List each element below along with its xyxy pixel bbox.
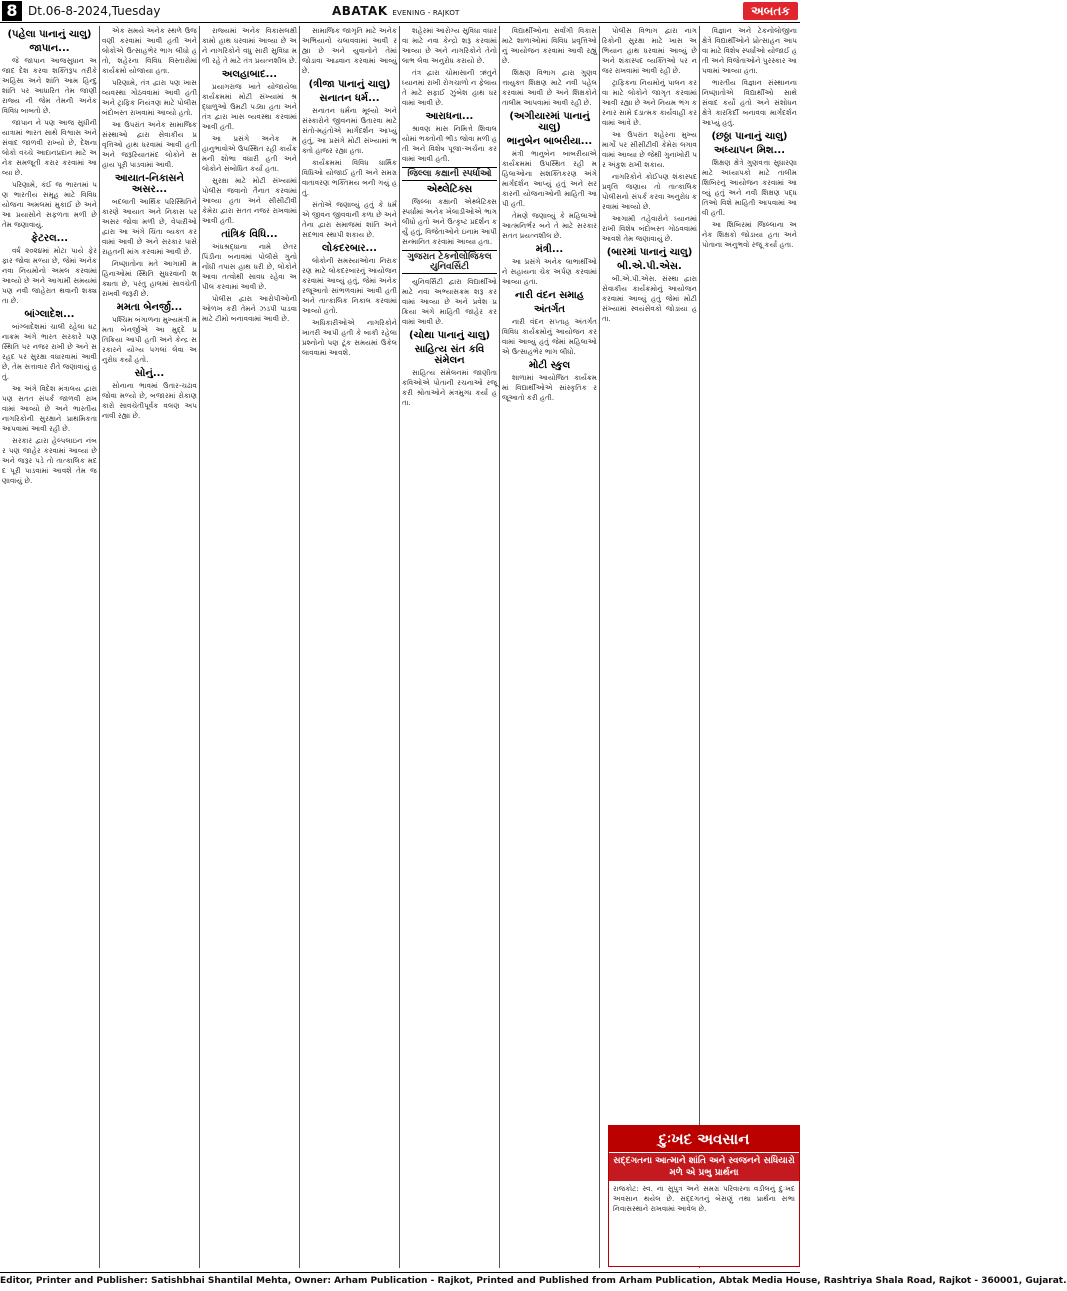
article-heading: ભાનુબેન બાબરીયા...	[506, 136, 593, 147]
article-heading: સોનું...	[134, 368, 165, 379]
article-paragraph: સુરક્ષા માટે મોટી સંખ્યામાં પોલીસ જવાનો તૈનાત કરવામાં આવ્યા હતા અને સીસીટીવી કેમેરા દ્વારા સતત નજર રાખવામાં આવી હતી.	[202, 176, 297, 225]
article-heading: (છઠ્ઠા પાનાનું ચાલુ)	[711, 131, 788, 142]
news-column-8	[700, 26, 799, 1144]
article-paragraph: પરિણામે, તંત્ર દ્વારા પણ ખાસ વ્યવસ્થા ગોઠવવામાં આવી હતી અને ટ્રાફિક નિયંત્રણ માટે પોલીસ બંદોબસ્ત રાખવામાં આવ્યો હતો.	[102, 78, 197, 117]
news-column-5	[400, 26, 500, 1268]
article-paragraph: આ પ્રસંગે અનેક મહાનુભાવોએ ઉપસ્થિત રહી કાર્યક્રમની શોભા વધારી હતી અને લોકોને સંબોધિત કર્યા હતા.	[202, 134, 297, 173]
article-heading: મંત્રી...	[535, 244, 564, 255]
article-paragraph: સાહિત્ય સંમેલનમાં જાણીતા કવિઓએ પોતાની રચનાઓ રજૂ કરી શ્રોતાઓને મંત્રમુગ્ધ કર્યા હતા.	[402, 368, 497, 407]
article-paragraph: ભારતીય વિજ્ઞાન સંસ્થાનના નિષ્ણાતોએ વિદ્યાર્થીઓ સાથે સંવાદ કર્યો હતો અને સંશોધન ક્ષેત્રે કારકિર્દી બનાવવા માર્ગદર્શન આપ્યું હતું.	[702, 78, 797, 127]
article-heading: સાહિત્ય સંત કવિ સંમેલન	[414, 344, 485, 366]
news-column-7	[600, 26, 700, 1268]
paper-name: ABATAK	[332, 4, 388, 18]
article-paragraph: વર્ષ ૨૦૨૪માં મોટા પાયે ફેરફાર જોવા મળ્યા છે, જેમાં અનેક નવા નિયમોનો અમલ કરવામાં આવ્યો છે અને આગામી સમયમાં પણ નવી જાહેરાત થવાની શક્યતા છે.	[2, 246, 97, 305]
news-columns	[0, 24, 800, 1268]
article-heading: બી.એ.પી.એસ.	[617, 261, 682, 272]
article-paragraph: પોલીસ દ્વારા આરોપીઓની ઓળખ કરી તેમને ઝડપી પાડવા માટે ટીમો બનાવવામાં આવી છે.	[202, 294, 297, 323]
article-paragraph: સંતોએ જણાવ્યું હતું કે ધર્મ એ જીવન જીવવાની કળા છે અને તેના દ્વારા સમાજમાં શાંતિ અને સદભાવ સ્થાપી શકાય છે.	[302, 200, 397, 239]
article-paragraph: એક સમયે અનેક સ્થળે ઉજવણી કરવામાં આવી હતી અને લોકોએ ઉત્સાહભેર ભાગ લીધો હતો, શહેરના વિવિધ વિસ્તારોમાં કાર્યક્રમો યોજાયા હતા.	[102, 26, 197, 75]
article-heading: લોકદરબાર...	[322, 243, 377, 254]
article-paragraph: યુનિવર્સિટી દ્વારા વિદ્યાર્થીઓ માટે નવા અભ્યાસક્રમ શરૂ કરવામાં આવ્યા છે અને પ્રવેશ પ્રક્રિયા અંગે માહિતી જાહેર કરવામાં આવી છે.	[402, 277, 497, 326]
news-column-3	[200, 26, 300, 1268]
article-paragraph: આ શિબિરમાં જિલ્લાના અનેક શિક્ષકો જોડાયા હતા અને પોતાના અનુભવો રજૂ કર્યા હતા.	[702, 220, 797, 249]
article-heading: અલહાબાદ...	[221, 69, 278, 80]
article-heading: જાપાન...	[29, 43, 70, 54]
article-heading: અંતર્ગત	[533, 304, 566, 315]
article-paragraph: શહેરમાં આરોગ્ય સુવિધા વધારવા માટે નવા કેન્દ્રો શરૂ કરવામાં આવ્યા છે અને નાગરિકોને તેનો લાભ લેવા અનુરોધ કરાયો છે.	[402, 26, 497, 65]
article-paragraph: બદલાતી આર્થિક પરિસ્થિતિને કારણે આયાત અને નિકાસ પર અસર જોવા મળી છે, વેપારીઓ દ્વારા આ અંગે ચિંતા વ્યક્ત કરવામાં આવી છે અને સરકાર પાસે રાહતની માંગ કરવામાં આવી છે.	[102, 197, 197, 256]
article-paragraph: મંત્રી ભાનુબેન બાબરીયાએ કાર્યક્રમમાં ઉપસ્થિત રહી મહિલાઓના સશક્તિકરણ અંગે માર્ગદર્શન આપ્યું હતું અને સરકારની યોજનાઓની માહિતી આપી હતી.	[502, 149, 597, 208]
article-paragraph: અધિકારીઓએ નાગરિકોને ખાતરી આપી હતી કે બાકી રહેલા પ્રશ્નોનો પણ ટૂંક સમયમાં ઉકેલ લાવવામાં આવશે.	[302, 318, 397, 357]
article-paragraph: આ ઉપરાંત અનેક સામાજિક સંસ્થાઓ દ્વારા સેવાકીય પ્રવૃત્તિઓ હાથ ધરવામાં આવી હતી અને જરૂરિયાતમંદ લોકોને સહાય પૂરી પાડવામાં આવી.	[102, 120, 197, 169]
issue-date: Dt.06-8-2024,Tuesday	[28, 4, 161, 18]
article-paragraph: રાજ્યમાં અનેક વિકાસલક્ષી કામો હાથ ધરવામાં આવ્યા છે અને નાગરિકોને વધુ સારી સુવિધા મળી રહે તે માટે તંત્ર પ્રયત્નશીલ છે.	[202, 26, 297, 65]
article-heading: એથ્લેટિક્સ	[426, 184, 473, 195]
article-paragraph: જિલ્લા કક્ષાની એથ્લેટિક્સ સ્પર્ધામાં અનેક ખેલાડીઓએ ભાગ લીધો હતો અને ઉત્કૃષ્ટ પ્રદર્શન કર્યું હતું, વિજેતાઓને ઇનામ આપી સન્માનિત કરવામાં આવ્યા હતા.	[402, 197, 497, 246]
article-paragraph: નિષ્ણાતોના મતે આગામી મહિનાઓમાં સ્થિતિ સુધરવાની શક્યતા છે, પરંતુ હાલમાં સાવચેતી રાખવી જરૂરી છે.	[102, 259, 197, 298]
article-paragraph: વિદ્યાર્થીઓના સર્વાંગી વિકાસ માટે શાળાઓમાં વિવિધ પ્રવૃત્તિઓનું આયોજન કરવામાં આવી રહ્યું છે.	[502, 26, 597, 65]
page-header	[0, 0, 800, 23]
article-heading: (ચોથા પાનાનું ચાલુ)	[408, 330, 491, 341]
imprint-footer: Editor, Printer and Publisher: Satishbhai Shantilal Mehta, Owner: Arham Publication - Rajkot, Printed and Published from Arham Publication, Abtak Media House, Rashtriya Shala Road, Rajkot - 360001, Gujarat.	[0, 1272, 800, 1291]
article-paragraph: નાગરિકોને કોઈપણ શંકાસ્પદ પ્રવૃત્તિ જણાય તો તાત્કાલિક પોલીસનો સંપર્ક કરવા અનુરોધ કરવામાં આવ્યો છે.	[602, 172, 697, 211]
page-number: 8	[2, 1, 22, 21]
obituary-body: રાજકોટ: સ્વ. ના સુપુત્ર અને સમગ્ર પરિવારના વડીલનું દુઃખદ અવસાન થયેલ છે. સદ્દગતનું બેસણું તથા પ્રાર્થના સભા નિવાસસ્થાને રાખવામાં આવેલ છે.	[613, 1184, 795, 1213]
article-paragraph: પરિણામે, કંઈ જ ભારતમાં પણ ભારતીય સમૂહ માટે વિવિધ યોજના અમલમાં મુકાઈ છે અને આ પ્રયાસોને સફળતા મળી છે તેમ જણાવાયું.	[2, 180, 97, 229]
logo-badge: અબતક	[743, 2, 798, 20]
news-column-1	[0, 26, 100, 1268]
article-heading: નારી વંદન સમાહ	[515, 290, 584, 301]
news-column-6	[500, 26, 600, 1268]
edition-label: EVENING - RAJKOT	[392, 9, 460, 17]
article-heading: ફેટરલ...	[30, 233, 69, 244]
article-heading: આરાધના...	[425, 111, 474, 122]
article-paragraph: જાપાન ને પણ આજ સુધીની યાત્રામાં ભારત સાથે વિશ્વાસ અને સંવાદ જાળવી રાખ્યો છે, દેશના લોકો વચ્ચે આદાનપ્રદાન માટે અનેક સમજૂતી કરાર કરવામાં આવ્યા છે.	[2, 118, 97, 177]
article-paragraph: નારી વંદન સપ્તાહ અંતર્ગત વિવિધ કાર્યક્રમોનું આયોજન કરવામાં આવ્યું હતું જેમાં મહિલાઓએ ઉત્સાહભેર ભાગ લીધો.	[502, 317, 597, 356]
obituary-subtitle: સદ્દગતના આત્માને શાંતિ અને સ્વજનને સધિયારો મળે એ પ્રભુ પ્રાર્થના	[609, 1153, 799, 1181]
news-column-2	[100, 26, 200, 1268]
article-paragraph: શિક્ષણ ક્ષેત્રે ગુણવત્તા સુધારણા માટે અધ્યાપકો માટે તાલીમ શિબિરનું આયોજન કરવામાં આવ્યું હતું અને નવી શિક્ષણ પદ્ધતિઓ વિશે માહિતી આપવામાં આવી હતી.	[702, 158, 797, 217]
article-paragraph: શાળામાં આયોજિત કાર્યક્રમમાં વિદ્યાર્થીઓએ સાંસ્કૃતિક રજૂઆતો કરી હતી.	[502, 373, 597, 402]
article-paragraph: સોનાના ભાવમાં ઉતાર-ચઢાવ જોવા મળ્યો છે, બજારમાં રોકાણકારો સાવચેતીપૂર્વક વલણ અપનાવી રહ્યા છે.	[102, 381, 197, 420]
article-heading: (બારમાં પાનાનું ચાલુ)	[606, 247, 693, 258]
article-heading: બાંગ્લાદેશ...	[24, 309, 75, 320]
obituary-title: દુઃખદ અવસાન	[609, 1126, 799, 1152]
article-paragraph: શ્રાવણ માસ નિમિત્તે શિવાલયોમાં ભક્તોની ભીડ જોવા મળી હતી અને વિશેષ પૂજા-અર્ચના કરવામાં આવી હતી.	[402, 124, 497, 163]
article-paragraph: સરકાર દ્વારા હેલ્પલાઇન નંબર પણ જાહેર કરવામાં આવ્યા છે અને જરૂર પડે તો તાત્કાલિક મદદ પૂરી પાડવામાં આવશે તેમ જણાવાયું છે.	[2, 436, 97, 485]
article-heading: અધ્યાપન મિશ...	[714, 145, 785, 156]
article-paragraph: આ પ્રસંગે અનેક લાભાર્થીઓને સહાયના ચેક અર્પણ કરવામાં આવ્યા હતા.	[502, 257, 597, 286]
article-paragraph: સનાતન ધર્મના મૂલ્યો અને સંસ્કારોને જીવનમાં ઉતારવા માટે સંતો-મહંતોએ માર્ગદર્શન આપ્યું હતું, આ પ્રસંગે મોટી સંખ્યામાં ભક્તો હાજર રહ્યા હતા.	[302, 106, 397, 155]
article-heading: (પહેલા પાનાનું ચાલુ)	[7, 29, 92, 40]
article-heading: (ત્રીજા પાનાનું ચાલુ)	[308, 79, 391, 90]
article-heading: આયાત-નિકાસને અસર...	[115, 173, 184, 195]
article-paragraph: અંધશ્રદ્ધાના નામે છેતરપિંડીના બનાવમાં પોલીસે ગુનો નોંધી તપાસ હાથ ધરી છે, લોકોને આવા તત્વોથી સાવધ રહેવા અપીલ કરવામાં આવી છે.	[202, 242, 297, 291]
news-column-4	[300, 26, 400, 1268]
article-paragraph: કાર્યક્રમમાં વિવિધ ધાર્મિક વિધિઓ યોજાઈ હતી અને સમગ્ર વાતાવરણ ભક્તિમય બની ગયું હતું.	[302, 158, 397, 197]
article-heading: મોટી સ્કુલ	[528, 360, 571, 371]
article-paragraph: બી.એ.પી.એસ. સંસ્થા દ્વારા સેવાકીય કાર્યક્રમોનું આયોજન કરવામાં આવ્યું હતું જેમાં મોટી સંખ્યામાં સ્વયંસેવકો જોડાયા હતા.	[602, 274, 697, 323]
article-heading: (અગીયારમાં પાનાનું ચાલુ)	[509, 111, 590, 133]
article-paragraph: પોલીસ વિભાગ દ્વારા નાગરિકોની સુરક્ષા માટે ખાસ અભિયાન હાથ ધરવામાં આવ્યું છે અને શંકાસ્પદ વ્યક્તિઓ પર નજર રાખવામાં આવી રહી છે.	[602, 26, 697, 75]
article-paragraph: સામાજિક જાગૃતિ માટે અનેક અભિયાનો ચલાવવામાં આવી રહ્યા છે અને યુવાનોને તેમાં જોડાવા આહ્વાન કરવામાં આવ્યું છે.	[302, 26, 397, 75]
section-banner: જિલ્લા કક્ષાની સ્પર્ધાઓ	[402, 167, 497, 181]
obituary-notice	[608, 1125, 800, 1267]
article-heading: મમતા બેનર્જી...	[116, 302, 183, 313]
article-paragraph: શિક્ષણ વિભાગ દ્વારા ગુણવત્તાયુક્ત શિક્ષણ માટે નવી પહેલ કરવામાં આવી છે અને શિક્ષકોને તાલીમ આપવામાં આવી રહી છે.	[502, 68, 597, 107]
masthead	[332, 4, 460, 18]
article-paragraph: બાંગ્લાદેશમાં ચાલી રહેલા ઘટનાક્રમ અંગે ભારત સરકારે પણ સ્થિતિ પર નજર રાખી છે અને સરહદ પર સુરક્ષા વધારવામાં આવી છે, તેમ સત્તાવાર રીતે જણાવાયું હતું.	[2, 322, 97, 381]
article-paragraph: પશ્ચિમ બંગાળના મુખ્યમંત્રી મમતા બેનર્જીએ આ મુદ્દે પ્રતિક્રિયા આપી હતી અને કેન્દ્ર સરકારને યોગ્ય પગલાં લેવા અનુરોધ કર્યો હતો.	[102, 315, 197, 364]
article-paragraph: પ્રયાગરાજ ખાતે યોજાયેલા કાર્યક્રમમાં મોટી સંખ્યામાં શ્રદ્ધાળુઓ ઉમટી પડ્યા હતા અને તંત્ર દ્વારા ખાસ વ્યવસ્થા કરવામાં આવી હતી.	[202, 82, 297, 131]
section-banner: ગુજરાત ટેકનોલોજિકલ યુનિવર્સિટી	[402, 250, 497, 274]
article-paragraph: ટ્રાફિકના નિયમોનું પાલન કરવા માટે લોકોને જાગૃત કરવામાં આવી રહ્યા છે અને નિયમ ભંગ કરનાર સામે દંડાત્મક કાર્યવાહી કરવામાં આવે છે.	[602, 78, 697, 127]
article-paragraph: આ ઉપરાંત શહેરના મુખ્ય માર્ગો પર સીસીટીવી કેમેરા લગાવવામાં આવ્યા છે જેથી ગુનાખોરી પર અંકુશ રાખી શકાય.	[602, 130, 697, 169]
article-paragraph: તંત્ર દ્વારા ચોમાસાની ઋતુને ધ્યાનમાં રાખી રોગચાળો ન ફેલાય તે માટે સફાઈ ઝુંબેશ હાથ ધરવામાં આવી છે.	[402, 68, 497, 107]
article-heading: તાંત્રિક વિધિ...	[221, 229, 278, 240]
article-paragraph: જે જાપાન આજસુધાન અજાદ દેશ કરવા શક્તિરૂપ તરીકે અહિંસા અને શાંતિ આમ હિન્દુ શાંતિ પર આધારિત તેમ જાણી રાજ્ય ની જેમ તેમની અનેક વિવિધ બાબતો છે.	[2, 56, 97, 115]
article-heading: સનાતન ધર્મ...	[319, 93, 380, 104]
article-paragraph: આ અંગે વિદેશ મંત્રાલય દ્વારા પણ સતત સંપર્ક જાળવી રાખવામાં આવ્યો છે અને ભારતીય નાગરિકોની સુરક્ષાને પ્રાથમિકતા આપવામાં આવી રહી છે.	[2, 384, 97, 433]
article-paragraph: આગામી તહેવારોને ધ્યાનમાં રાખી વિશેષ બંદોબસ્ત ગોઠવવામાં આવશે તેમ જણાવાયું છે.	[602, 214, 697, 243]
article-paragraph: વિજ્ઞાન અને ટેકનોલોજીના ક્ષેત્રે વિદ્યાર્થીઓને પ્રોત્સાહન આપવા માટે વિશેષ સ્પર્ધાઓ યોજાઈ હતી અને વિજેતાઓને પુરસ્કાર આપવામાં આવ્યા હતા.	[702, 26, 798, 75]
article-paragraph: લોકોની સમસ્યાઓના નિરાકરણ માટે લોકદરબારનું આયોજન કરવામાં આવ્યું હતું, જેમાં અનેક રજૂઆતો સાંભળવામાં આવી હતી અને તાત્કાલિક નિકાલ કરવામાં આવ્યો હતો.	[302, 256, 397, 315]
article-paragraph: તેમણે જણાવ્યું કે મહિલાઓ આત્મનિર્ભર બને તે માટે સરકાર સતત પ્રયત્નશીલ છે.	[502, 211, 597, 240]
